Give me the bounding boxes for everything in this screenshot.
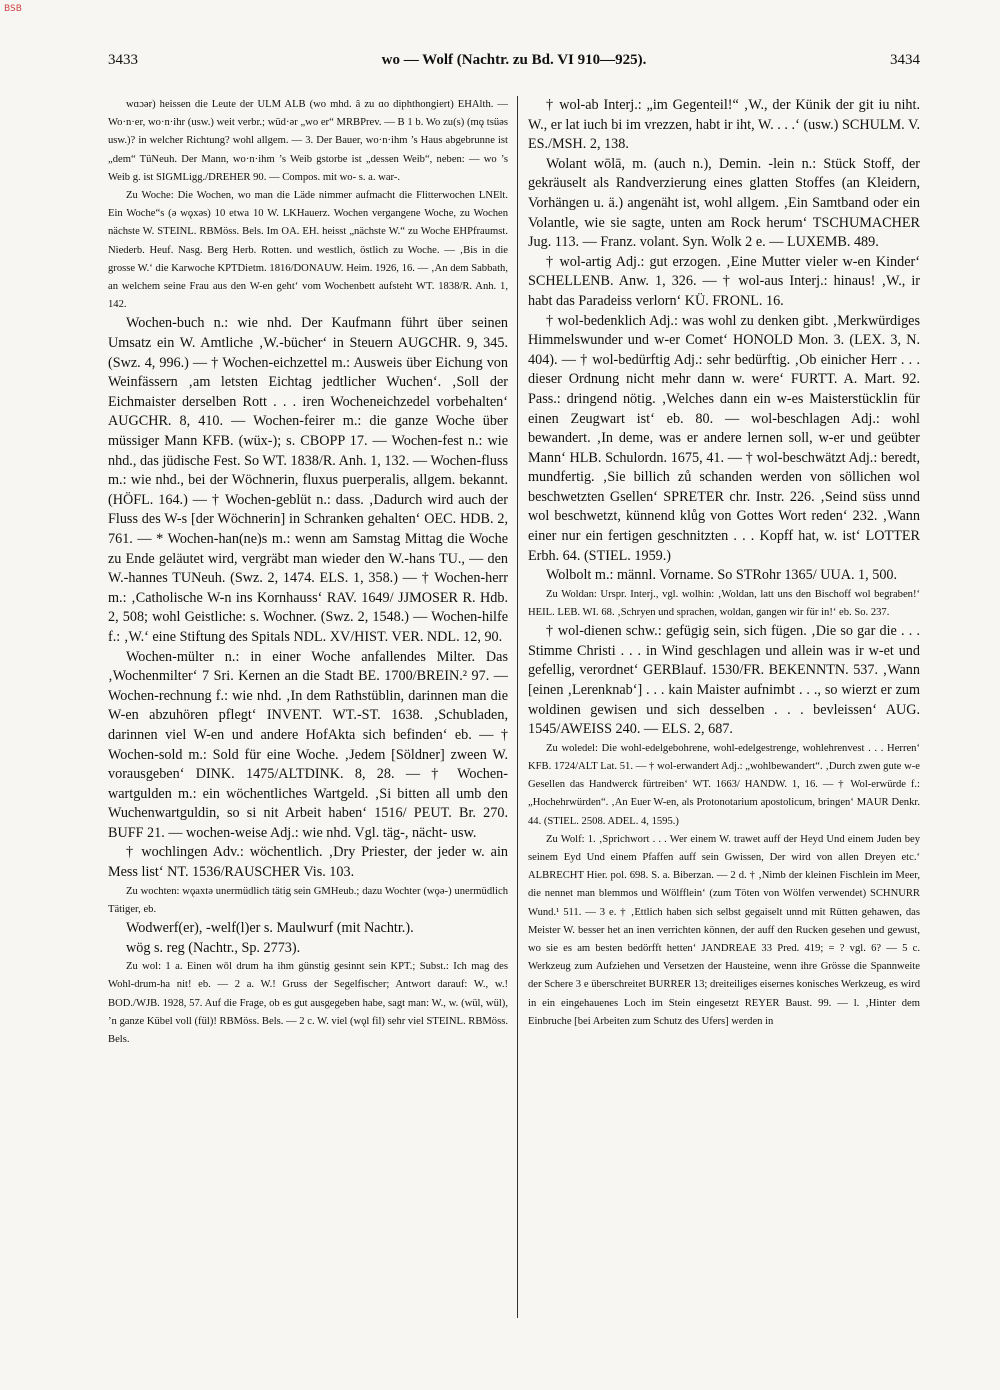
entry-paragraph: Zu wol: 1 a. Einen wōl drum ha ihm günstig gesinnt sein KPT.; Subst.: Ich mag des Wohl-drum-ha nit! eb. — 2 a. W.! Gruss der Segelfischer; Antwort darauf: W., w.! BOD./WJB. 1928, 57. Auf die Frage, ob es gut ausgegeben habe, sagt man: W., w. (wül, wül), ’n ganze Kübel voll (fül)! RBMöss. Bels. — 2 c. W. viel (wǫl fil) sehr viel STEINL. RBMöss. Bels. [108, 961, 508, 1046]
page-number-left: 3433 [108, 52, 138, 68]
entry-paragraph: Wolant wōlā, m. (auch n.), Demin. -lein n.: Stück Stoff, der gekräuselt als Randverzierung eines glatten Stoffes (an Kleidern, Vorhängen u. ä.) angenäht ist, wohl allgem. ‚Ein Samtband oder ein Volantle, wie sie sagte, unten am Rock herum‘ TSCHUMACHER Jug. 113. — Franz. volant. Syn. Wolk 2 e. — LUXEMB. 489. [528, 155, 920, 251]
entry-paragraph: Zu Woldan: Urspr. Interj., vgl. wolhin: ‚Woldan, latt uns den Bischoff wol begraben!‘ HEIL. LEB. WI. 68. ‚Schryen und sprachen, woldan, gangen wir für in!‘ eb. So. 237. [528, 588, 920, 619]
entry-paragraph: Zu Wolf: 1. ‚Sprichwort . . . Wer einem W. trawet auff der Heyd Und einem Juden bey seinem Eyd Und einem Pfaffen auff sein Gwissen, Der wird von allen Dreyen etc.‘ ALBRECHT Hier. pol. 698. S. a. Biberzan. — 2 d. † ‚Nimb der kleinen Fischlein im Meer, die nennet man blemmos und Wölfflein‘ (zum Töten von Wölfen verwendet) SCHNURR Wund.¹ 511. — 3 e. † ‚Ettlich haben sich selbst gegaiselt unnd mit Rütten gehawen, das Meister W. besser het an inen verrichten können, der auff den Rucken gesehen und gewust, wo sie es am besten bedörfft hetten‘ JANDREAE 33 Pred. 419; = ? vgl. 6? — 5 c. Werkzeug zum Aufziehen und Versetzen der Hausteine, wenn ihre Grösse die Spannweite der Schere 3 e überschreitet BURRER 13; dreiteiliges eisernes konisches Werkzeug, es wird in ein eingehauenes Loch im Stein eingesetzt REYER Baust. 99. — l. ‚Hinter dem Einbruche [bei Arbeiten zum Schutz des Ufers] werden in [528, 833, 920, 1027]
right-column [528, 96, 920, 1358]
entry-paragraph: wɑɔər) heissen die Leute der ULM ALB (wo mhd. â zu ɑo diphthongiert) EHAlth. — Wo·n·er, wo·n·ihr (usw.) weit verbr.; wüd·ər „wo er“ MRBPrev. — B 1 b. Wo zu(s) (mǫ tsüəs usw.)? in welcher Richtung? wohl allgem. — 3. Der Bauer, wo·n·ihm ’s Haus abgebrunne ist „dem“ TüNeuh. Der Mann, wo·n·ihm ’s Weib gstorbe ist „dessen Weib“, neben: — wo ’s Weib g. ist SIGMLigg./DREHER 90. — Compos. mit wo- s. a. war-. [108, 99, 508, 183]
entry-paragraph: Zu woledel: Die wohl-edelgebohrene, wohl-edelgestrenge, wohlehrenvest . . . Herren‘ KFB. 1724/ALT Lat. 51. — † wol-erwandert Adj.: „wohlbewandert“. ‚Durch zwen gute w-e Gesellen das Handwerck fürtreiben‘ WT. 1663/ HANDW. 1, 16. — † Wol-erwürde f.: „Hochehrwürden“. ‚An Euer W-en, als Protonotarium apostolicum, bringen‘ MAUR Denkr. 44. (STIEL. 2508. ADEL. 4, 1595.) [528, 742, 920, 827]
entry-paragraph: Wodwerf(er), -welf(l)er s. Maulwurf (mit Nachtr.). [126, 920, 414, 937]
column-divider [517, 96, 518, 1318]
entry-paragraph: † wol-ab Interj.: „im Gegenteil!“ ‚W., der Künik der git iu niht. W., er lat iuch bi im vrezzen, habt ir iht, W. . . .‘ (usw.) SCHULM. V. ES./MSH. 2, 138. [528, 97, 920, 153]
entry-paragraph: Zu Woche: Die Wochen, wo man die Läde nimmer aufmacht die Flitterwochen LNElt. Ein Woche“s (ə wǫxəs) 10 etwa 10 W. LKHauerz. Wochen vergangene Woche, zu Wochen nächste W. STEINL. RBMöss. Bels. Im OA. EH. heisst „nächste W.“ zu Woche EHPfraumst. Niederb. Heuf. Nasg. Berg Herb. Rotten. und westlich, östlich zu Woche. — ‚Bis in die grosse W.‘ die Karwoche KPTDietm. 1816/DONAUW. Heim. 1926, 16. — ‚An dem Sabbath, an welchem seine Frau aus den W-en geht‘ vom Wochenbett aufsteht WT. 1838/R. Anh. 1, 142. [108, 190, 508, 311]
entry-paragraph: Wolbolt m.: männl. Vorname. So STRohr 1365/ UUA. 1, 500. [546, 567, 898, 584]
page-header [108, 52, 920, 76]
entry-paragraph: Wochen-buch n.: wie nhd. Der Kaufmann führt über seinen Umsatz ein W. Amtliche ‚W.-bücher‘ in Steuern AUGCHR. 9, 345. (Swz. 4, 996.) — † Wochen-eichzettel m.: Ausweis über Eichung von Weinfässern ‚am letsten Eichtag jedtlicher Wuchen‘. ‚Soll der Eichmaister derselben Rott . . . iren Wocheneichzedel vorbehalten‘ AUGCHR. 8, 410. — Wochen-feirer m.: die ganze Woche über müssiger Mann KFB. (wüx-); s. CBOPP 17. — Wochen-fest n.: wie nhd., das jüdische Fest. So WT. 1838/R. Anh. 1, 132. — Wochen-fluss m.: wie nhd., bei der Wöchnerin, fluxus puerperalis, allgem. bekannt. (HÖFL. 164.) — † Wochen-geblüt n.: dass. ‚Dadurch wird auch der Fluss des W-s [der Wöchnerin] in Schranken gehalten‘ OEC. HDB. 2, 761. — * Wochen-han(ne)s m.: wenn am Samstag Mittag die Woche zu Ende geläutet wird, vergräbt man wieder den W.-hans TU., — den W.-hannes TUNeuh. (Swz. 2, 1474. ELS. 1, 358.) — † Wochen-herr m.: ‚Catholische W-n ins Kornhauss‘ RAV. 1649/ JJMOSER R. Hdb. 2, 508; wohl Geistliche: s. Wochner. (Swz. 2, 1548.) — Wochen-hilfe f.: ‚W.‘ eine Stiftung des Spitals NDL. XV/HIST. VER. NDL. 12, 90. [108, 315, 508, 645]
entry-paragraph: † wol-bedenklich Adj.: was wohl zu denken gibt. ‚Merkwürdiges Himmelswunder und w-er Comet‘ HONOLD Mon. 3. (LEX. 3, N. 404). — † wol-bedürftig Adj.: sehr bedürftig. ‚Ob einicher Herr . . . dieser Ordnung nicht mehr dann w. were‘ FURTT. A. Mart. 92. Pass.: dringend nötig. ‚Welches dann ein w-es Maisterstücklin für einen Zeugwart ist‘ eb. 80. — wol-beschlagen Adj.: wohl bewandert. ‚In deme, was er andere lernen soll, w-er und geübter Mann‘ HLB. Schulordn. 1675, 41. — † wol-beschwätzt Adj.: beredt, mundfertig. ‚Sie billich zů schanden werden von söllichen wol beschwetzten Gsellen‘ SPRETER chr. Instr. 226. ‚Seind süss unnd wol beschwetzt, künnend klůg von Gottes Wort reden‘ 232. ‚Wann einer nur ein fertigen geschnitzten . . . Kopff hat, w. ist‘ LOTTER Erbh. 64. (STIEL. 1959.) [528, 312, 920, 564]
entry-paragraph: Wochen-mülter n.: in einer Woche anfallendes Milter. Das ‚Wochenmilter‘ 7 Sri. Kernen an die Stadt BE. 1700/BREIN.² 97. — Wochen-rechnung f.: wie nhd. ‚In dem Rathstüblin, darinnen man die W-en abzuhören pflegt‘ INVENT. WT.-ST. 1638. ‚Schubladen, darinnen viel W-en und andere HofAkta sich befinden‘ eb. — † Wochen-sold m.: Sold für eine Woche. ‚Jedem [Söldner] zween W. vorausgeben‘ DINK. 1475/ALTDINK. 8, 28. — † Wochen-wartgulden m.: ein wöchentliches Wartgeld. ‚Si bitten all umb den Wuchenwartguldin, so si nit Arbeit haben‘ 1516/ PEUT. Br. 270. BUFF 21. — wochen-weise Adj.: wie nhd. Vgl. täg-, nächt- usw. [108, 648, 508, 841]
entry-paragraph: wög s. reg (Nachtr., Sp. 2773). [126, 939, 301, 956]
entry-paragraph: † wol-dienen schw.: gefügig sein, sich fügen. ‚Die so gar die . . . Stimme Christi . . . in Wind geschlagen und allein was ir w-et und gefellig, verordnet‘ GERBlauf. 1530/FR. BEKENNTN. 537. ‚Wann [einen ‚Lerenknab‘] . . . kain Maister aufnimbt . . ., so wierzt er zum woldinen gewisen und sich desselben . . . bevleissen‘ AUG. 1545/AWEISS 240. — ELS. 2, 687. [528, 623, 920, 738]
page-number-right: 3434 [890, 52, 920, 68]
left-column [108, 96, 508, 1286]
entry-paragraph: † wochlingen Adv.: wöchentlich. ‚Dry Priester, der jeder w. ain Mess list‘ NT. 1536/RAUSCHER Vis. 103. [108, 844, 508, 881]
entry-paragraph: Zu wochten: wǫaxtə unermüdlich tätig sein GMHeub.; dazu Wochter (wǫə-) unermüdlich Tätiger, eb. [108, 885, 508, 915]
running-title: wo — Wolf (Nachtr. zu Bd. VI 910—925). [381, 52, 647, 68]
entry-paragraph: † wol-artig Adj.: gut erzogen. ‚Eine Mutter vieler w-en Kinder‘ SCHELLENB. Anw. 1, 326. — † wol-aus Interj.: hinaus! ‚W., ir habt das Paradeiss verlorn‘ KÜ. FRONL. 16. [528, 253, 920, 309]
library-stamp: BSB [4, 4, 22, 14]
